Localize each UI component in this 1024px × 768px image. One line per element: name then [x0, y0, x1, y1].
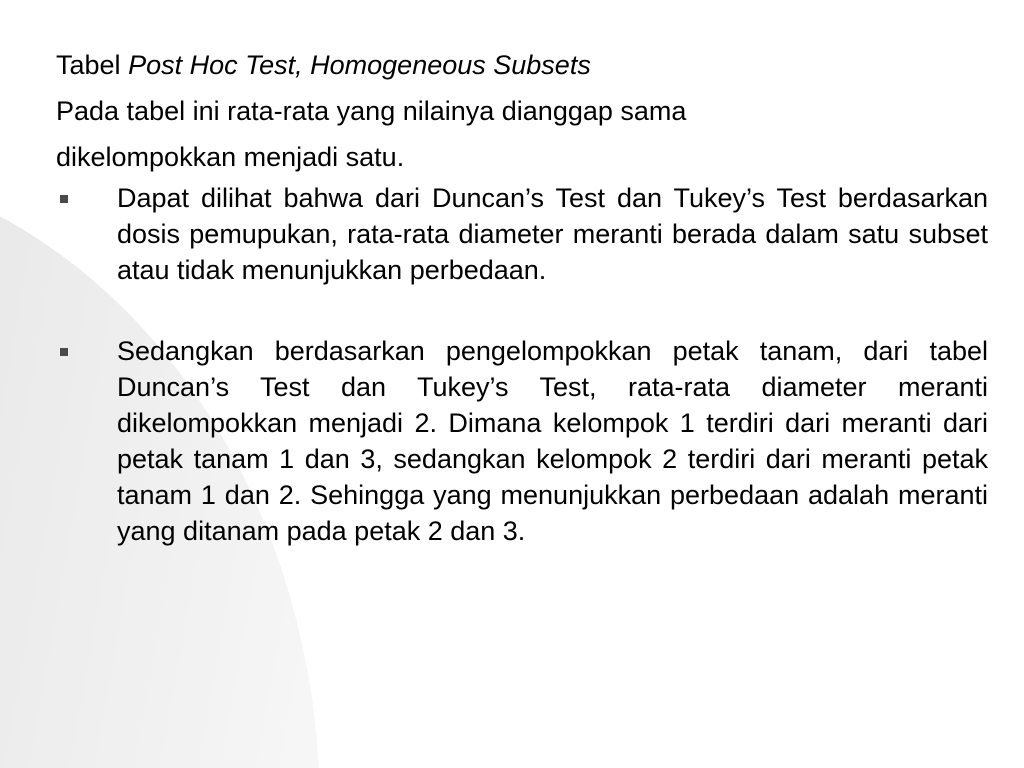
heading-prefix: Tabel: [56, 50, 129, 80]
bullet-item: [56, 333, 988, 549]
square-bullet-icon: [60, 195, 68, 203]
bullet-list: [56, 180, 988, 549]
slide-content: [56, 42, 988, 549]
square-bullet-icon: [60, 348, 68, 356]
bullet-text: Sedangkan berdasarkan pengelompokkan petak tanam, dari tabel Duncan’s Test dan Tukey’s Test, rata-rata diameter meranti dikelompokkan menjadi 2. Dimana kelompok 1 terdiri dari meranti dari petak tanam 1 dan 3, sedangkan kelompok 2 terdiri dari meranti petak tanam 1 dan 2. Sehingga yang menunjukkan perbedaan adalah meranti yang ditanam pada petak 2 dan 3.: [117, 336, 988, 546]
heading-italic-title: Post Hoc Test, Homogeneous Subsets: [128, 50, 591, 80]
slide-heading: [56, 42, 988, 88]
intro-line-1: Pada tabel ini rata-rata yang nilainya dianggap sama: [56, 96, 687, 126]
bullet-item: [56, 180, 988, 288]
intro-line-2: dikelompokkan menjadi satu.: [56, 142, 405, 172]
bullet-text: Dapat dilihat bahwa dari Duncan’s Test dan Tukey’s Test berdasarkan dosis pemupukan, rata-rata diameter meranti berada dalam satu subset atau tidak menunjukkan perbedaan.: [117, 183, 988, 285]
